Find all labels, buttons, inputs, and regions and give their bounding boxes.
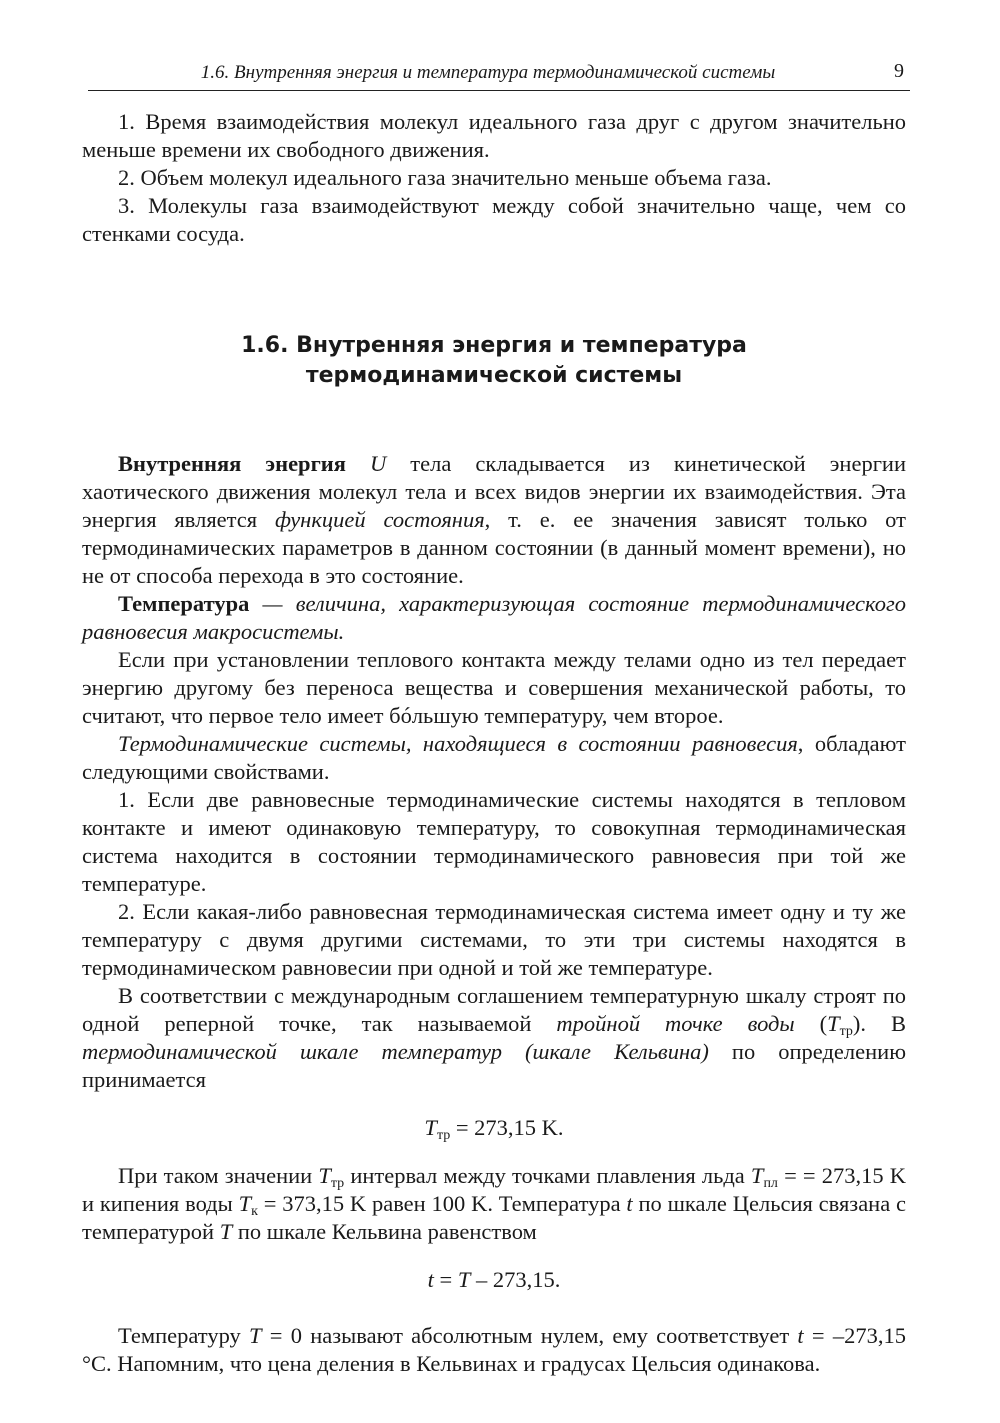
emphasis: функцией состояния	[274, 507, 485, 532]
symbol: U	[370, 451, 387, 476]
list-item: 3. Молекулы газа взаимодействуют между собой значительно чаще, чем со стенками сосуда.	[82, 193, 906, 246]
list-item: 2. Если какая-либо равновесная термодинамическая система имеет одну и ту же температуру с двумя другими системами, то эти три системы находятся в термодинамическом равновесии при одной и той же температуре.	[82, 899, 906, 980]
term: Температура	[118, 591, 250, 616]
running-title: 1.6. Внутренняя энергия и температура термодинамической системы	[200, 62, 776, 83]
paragraph-absolute-zero: Температуру T = 0 называют абсолютным нулем, ему соответствует t = –273,15 °C. Напомним, что цена деления в Кельвинах и градусах Цельсия одинакова.	[82, 1323, 906, 1376]
paragraph: Если при установлении теплового контакта между телами одно из тел передает энергию другому без переноса вещества и совершения механической работы, то считают, что первое тело имеет бóльшую температуру, чем второе.	[82, 647, 906, 728]
paragraph-temperature-definition	[82, 590, 906, 646]
formula-triple-point: $T_{тр} = 273,15$ K.	[424, 1115, 564, 1143]
paragraph-celsius: При таком значении $T_{тр}$ интервал между точками плавления льда $T_{пл}$ = = 273,15 K и кипения воды $T_к = 373,15$ K равен 100 K. Температура t по шкале Цельсия связана с температурой T по шкале Кельвина равенством	[82, 1163, 907, 1244]
paragraph-kelvin-scale: В соответствии с международным соглашением температурную шкалу строят по одной реперной точке, так называемой тройной точке воды $(T_{тр})$. В термодинамической шкале температур (шкале Кельвина) по определению принимается	[82, 983, 907, 1092]
paragraph: Термодинамические системы, находящиеся в состоянии равновесия, обладают следующими свойствами.	[82, 731, 906, 784]
page-number: 9	[894, 60, 904, 82]
emphasis: тройной точке воды	[556, 1011, 795, 1036]
section-heading: 1.6. Внутренняя энергия и температура термодинамической системы	[241, 333, 747, 388]
running-header	[88, 62, 910, 91]
term: Внутренняя энергия	[118, 451, 346, 476]
page-content	[82, 108, 906, 1378]
list-item: 1. Время взаимодействия молекул идеального газа друг с другом значительно меньше времени их свободного движения.	[82, 109, 906, 162]
list-item: 1. Если две равновесные термодинамические системы находятся в тепловом контакте и имеют одинаковую температуру, то совокупная термодинамическая система находится в состоянии термодинамического равновесия при той же температуре.	[82, 787, 906, 896]
paragraph-internal-energy: Внутренняя энергия U тела складывается из кинетической энергии хаотического движения молекул тела и всех видов энергии их взаимодействия. Эта энергия является функцией состояния, т. е. ее значения зависят только от термодинамических параметров в данном состоянии (в данный момент времени), но не от способа перехода в это состояние.	[82, 451, 907, 588]
list-item: 2. Объем молекул идеального газа значительно меньше объема газа.	[118, 165, 772, 190]
formula-celsius: t = T – 273,15.	[427, 1267, 561, 1292]
definition: — величина, характеризующая состояние термодинамического равновесия макросистемы.	[82, 591, 906, 644]
emphasis: Термодинамические системы, находящиеся в состоянии равновесия	[118, 731, 798, 756]
emphasis: термодинамической шкале температур (шкале Кельвина)	[82, 1039, 709, 1064]
